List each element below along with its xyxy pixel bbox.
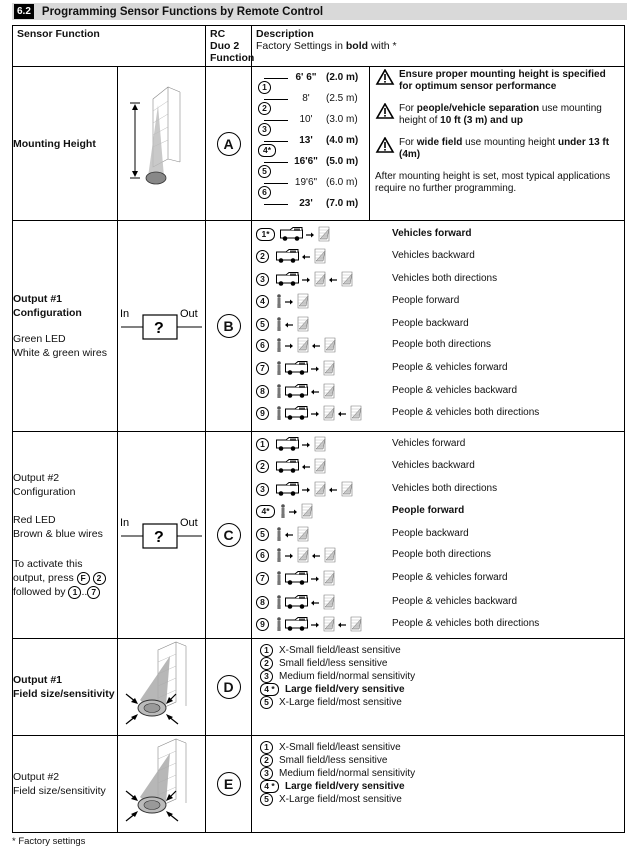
option-label: Vehicles both directions xyxy=(392,273,498,284)
option-label: Medium field/normal sensitivity xyxy=(279,671,416,682)
option-number: 2 xyxy=(256,460,269,473)
warning-icon xyxy=(375,137,395,153)
direction-icon xyxy=(276,293,312,309)
direction-icon xyxy=(276,594,338,610)
direction-icon xyxy=(276,405,365,421)
function-code-e: E xyxy=(217,772,241,796)
option-label: People & vehicles forward xyxy=(392,572,508,583)
option-number: 1 xyxy=(260,644,273,657)
height-option xyxy=(256,198,366,209)
direction-icon xyxy=(280,226,333,242)
field2-illustration xyxy=(118,736,206,833)
field1-label-cell xyxy=(13,639,118,736)
height-option xyxy=(256,72,366,83)
direction-icon xyxy=(276,248,329,264)
output1-wires: White & green wires xyxy=(13,347,107,359)
option-label: People & vehicles backward xyxy=(392,385,518,396)
row-mounting-height xyxy=(13,67,625,221)
field2-label-cell xyxy=(13,736,118,833)
sensitivity-option xyxy=(252,696,624,709)
config-option xyxy=(252,360,622,376)
activate-line2: output, press F 2 xyxy=(13,571,117,585)
sensitivity-option xyxy=(252,793,624,806)
field1-code-cell xyxy=(206,639,252,736)
option-number: 4 * xyxy=(260,683,279,696)
field2-code-cell xyxy=(206,736,252,833)
option-label: Large field/very sensitive xyxy=(285,781,405,792)
option-label: X-Large field/most sensitive xyxy=(279,697,402,708)
option-label: Vehicles backward xyxy=(392,460,475,471)
section-header xyxy=(12,3,627,20)
option-label: Medium field/normal sensitivity xyxy=(279,768,416,779)
option-number: 9 xyxy=(256,407,269,420)
field1-options xyxy=(252,639,625,736)
output2-title: Output #2 xyxy=(13,472,60,484)
field1-subtitle: Field size/sensitivity xyxy=(13,688,115,700)
height-number: 1 xyxy=(258,81,271,94)
svg-text:?: ? xyxy=(154,319,164,337)
option-label: X-Small field/least sensitive xyxy=(279,645,401,656)
output1-config-title: Configuration xyxy=(13,307,82,319)
output2-wires: Brown & blue wires xyxy=(13,528,103,540)
svg-text:Out: Out xyxy=(180,516,198,529)
output2-options xyxy=(252,432,625,639)
output1-options xyxy=(252,221,625,432)
option-label: People & vehicles forward xyxy=(392,362,508,373)
function-code-b: B xyxy=(217,314,241,338)
warning-icon xyxy=(375,103,395,119)
height-feet: 6' 6" xyxy=(295,72,317,83)
mounting-illustration xyxy=(118,67,206,221)
svg-text:?: ? xyxy=(154,528,164,546)
config-option xyxy=(252,405,622,421)
sensitivity-option xyxy=(252,754,624,767)
option-number: 9 xyxy=(256,618,269,631)
height-meters: (2.0 m) xyxy=(326,72,359,83)
option-label: People & vehicles backward xyxy=(392,596,518,607)
mounting-code-cell xyxy=(206,67,252,221)
output2-option-list xyxy=(252,432,624,638)
svg-text:Out: Out xyxy=(180,307,198,320)
direction-icon xyxy=(276,383,338,399)
row-field2 xyxy=(13,736,625,833)
option-number: 3 xyxy=(260,670,273,683)
height-number: 6 xyxy=(258,186,271,199)
field1-illustration xyxy=(118,639,206,736)
option-number: 5 xyxy=(256,528,269,541)
function-code-d: D xyxy=(217,675,241,699)
option-label: Small field/less sensitive xyxy=(279,658,388,669)
option-number: 2 xyxy=(260,754,273,767)
mounting-description xyxy=(252,67,625,221)
row-output1-config xyxy=(13,221,625,432)
option-number: 5 xyxy=(260,793,273,806)
height-option xyxy=(256,93,366,104)
mounting-notes xyxy=(369,67,624,220)
config-option xyxy=(252,226,622,242)
option-label: People forward xyxy=(392,295,460,306)
key-2: 2 xyxy=(93,572,106,585)
option-number: 4 * xyxy=(260,780,279,793)
option-label: Vehicles both directions xyxy=(392,483,498,494)
field2-options xyxy=(252,736,625,833)
header-sensor-function: Sensor Function xyxy=(13,26,206,67)
header-desc-title: Description xyxy=(256,28,314,40)
config-option xyxy=(252,503,622,519)
config-option xyxy=(252,526,622,542)
direction-icon xyxy=(276,547,339,563)
function-code-a: A xyxy=(217,132,241,156)
option-number: 3 xyxy=(260,767,273,780)
option-label: Vehicles forward xyxy=(392,228,472,239)
field-size-icon xyxy=(118,737,204,829)
row-output2-config xyxy=(13,432,625,639)
output2-io-diagram xyxy=(118,432,206,639)
option-number: 2 xyxy=(256,250,269,263)
height-number: 5 xyxy=(258,165,271,178)
option-number: 4* xyxy=(256,505,275,518)
sensitivity-option xyxy=(252,644,624,657)
option-number: 5 xyxy=(260,696,273,709)
option-label: Small field/less sensitive xyxy=(279,755,388,766)
height-meters: (4.0 m) xyxy=(326,135,359,146)
option-number: 6 xyxy=(256,549,269,562)
direction-icon xyxy=(276,481,356,497)
footnote: * Factory settings xyxy=(12,836,86,847)
sensitivity-option xyxy=(252,670,624,683)
option-number: 7 xyxy=(256,362,269,375)
direction-icon xyxy=(276,616,365,632)
height-meters: (7.0 m) xyxy=(326,198,359,209)
key-7: 7 xyxy=(87,586,100,599)
table-header-row xyxy=(13,26,625,67)
svg-text:In: In xyxy=(120,307,130,320)
direction-icon xyxy=(276,436,329,452)
option-number: 2 xyxy=(260,657,273,670)
sensitivity-option xyxy=(252,657,624,670)
output1-title: Output #1 xyxy=(13,293,62,305)
note-separation: For people/vehicle separation use mounting height of 10 ft (3 m) and up xyxy=(375,103,619,127)
config-option xyxy=(252,436,622,452)
option-number: 1 xyxy=(256,438,269,451)
option-label: People both directions xyxy=(392,339,491,350)
function-code-c: C xyxy=(217,523,241,547)
height-feet: 16'6" xyxy=(294,156,318,167)
mounting-label-cell xyxy=(13,67,118,221)
direction-icon xyxy=(276,271,356,287)
option-label: Vehicles forward xyxy=(392,438,466,449)
config-option xyxy=(252,481,622,497)
header-rc-line1: RC Duo 2 xyxy=(210,28,240,52)
height-feet: 13' xyxy=(299,135,313,146)
option-label: Large field/very sensitive xyxy=(285,684,405,695)
height-option xyxy=(256,114,366,125)
output1-label-cell xyxy=(13,221,118,432)
height-feet: 19'6" xyxy=(294,177,318,188)
option-number: 5 xyxy=(256,318,269,331)
direction-icon xyxy=(276,337,339,353)
sensitivity-option xyxy=(252,780,624,793)
warning-icon xyxy=(375,69,395,85)
option-number: 7 xyxy=(256,572,269,585)
option-number: 8 xyxy=(256,385,269,398)
option-number: 4 xyxy=(256,295,269,308)
section-number: 6.2 xyxy=(14,4,34,19)
height-meters: (2.5 m) xyxy=(326,93,358,104)
svg-text:In: In xyxy=(120,516,130,529)
config-option xyxy=(252,570,622,586)
option-number: 3 xyxy=(256,483,269,496)
header-rc-line2: Function xyxy=(210,52,255,64)
field2-subtitle: Field size/sensitivity xyxy=(13,785,106,797)
option-label: People & vehicles both directions xyxy=(392,618,540,629)
height-meters: (5.0 m) xyxy=(326,156,359,167)
section-title: Programming Sensor Functions by Remote Control xyxy=(41,5,324,18)
output1-io-diagram xyxy=(118,221,206,432)
field1-option-list xyxy=(252,644,624,709)
height-option xyxy=(256,177,366,188)
note-wide-field: For wide field use mounting height under 13 ft (4m) xyxy=(375,137,619,161)
direction-icon xyxy=(276,458,329,474)
height-meters: (6.0 m) xyxy=(326,177,358,188)
sensitivity-option xyxy=(252,683,624,696)
output1-led: Green LED xyxy=(13,333,66,345)
field-size-icon xyxy=(118,640,204,732)
direction-icon xyxy=(276,526,312,542)
header-rc-function xyxy=(206,26,255,67)
height-number: 2 xyxy=(258,102,271,115)
option-label: X-Small field/least sensitive xyxy=(279,742,401,753)
note1-text: Ensure proper mounting height is specified for optimum sensor performance xyxy=(399,69,606,92)
header-description xyxy=(252,26,625,67)
option-label: Vehicles backward xyxy=(392,250,475,261)
field2-option-list xyxy=(252,741,624,806)
option-label: People both directions xyxy=(392,549,491,560)
field1-title: Output #1 xyxy=(13,674,62,686)
direction-icon xyxy=(280,503,316,519)
option-label: People backward xyxy=(392,318,469,329)
option-number: 1* xyxy=(256,228,275,241)
key-1: 1 xyxy=(68,586,81,599)
option-label: People backward xyxy=(392,528,469,539)
option-number: 6 xyxy=(256,339,269,352)
output1-option-list xyxy=(252,221,624,431)
sensitivity-option xyxy=(252,767,624,780)
height-feet: 23' xyxy=(299,198,313,209)
config-option xyxy=(252,248,622,264)
output2-code-cell xyxy=(206,432,252,639)
config-option xyxy=(252,383,622,399)
height-meters: (3.0 m) xyxy=(326,114,358,125)
option-label: X-Large field/most sensitive xyxy=(279,794,402,805)
mounting-height-label: Mounting Height xyxy=(13,137,96,150)
option-label: People & vehicles both directions xyxy=(392,407,540,418)
config-option xyxy=(252,547,622,563)
sensitivity-option xyxy=(252,741,624,754)
height-option xyxy=(256,156,366,167)
field2-title: Output #2 xyxy=(13,771,60,783)
height-feet: 8' xyxy=(302,93,310,104)
option-label: People forward xyxy=(392,505,465,516)
option-number: 8 xyxy=(256,596,269,609)
output2-led: Red LED xyxy=(13,514,56,526)
mounting-height-icon xyxy=(118,67,204,217)
option-number: 3 xyxy=(256,273,269,286)
config-option xyxy=(252,271,622,287)
config-option xyxy=(252,594,622,610)
sensor-function-table xyxy=(12,25,625,833)
output2-label-cell xyxy=(13,432,118,639)
output2-config-title: Configuration xyxy=(13,486,76,498)
height-feet: 10' xyxy=(299,114,313,125)
key-f: F xyxy=(77,572,90,585)
config-option xyxy=(252,293,622,309)
config-option xyxy=(252,616,622,632)
direction-icon xyxy=(276,360,338,376)
config-option xyxy=(252,458,622,474)
height-number: 3 xyxy=(258,123,271,136)
activate-line3: followed by 1 .. 7 xyxy=(13,585,117,599)
config-option xyxy=(252,337,622,353)
height-list xyxy=(252,67,369,220)
direction-icon xyxy=(276,570,338,586)
activate-line1: To activate this xyxy=(13,558,83,570)
note-after-mounting: After mounting height is set, most typical applications require no further programming. xyxy=(375,171,611,194)
io-box-icon xyxy=(118,305,204,345)
option-number: 1 xyxy=(260,741,273,754)
direction-icon xyxy=(276,316,312,332)
note-proper-height xyxy=(375,69,619,93)
io-box-icon xyxy=(118,514,204,554)
height-number: 4* xyxy=(258,144,276,157)
row-field1 xyxy=(13,639,625,736)
output1-code-cell xyxy=(206,221,252,432)
config-option xyxy=(252,316,622,332)
header-desc-sub: Factory Settings in bold with * xyxy=(256,40,397,52)
